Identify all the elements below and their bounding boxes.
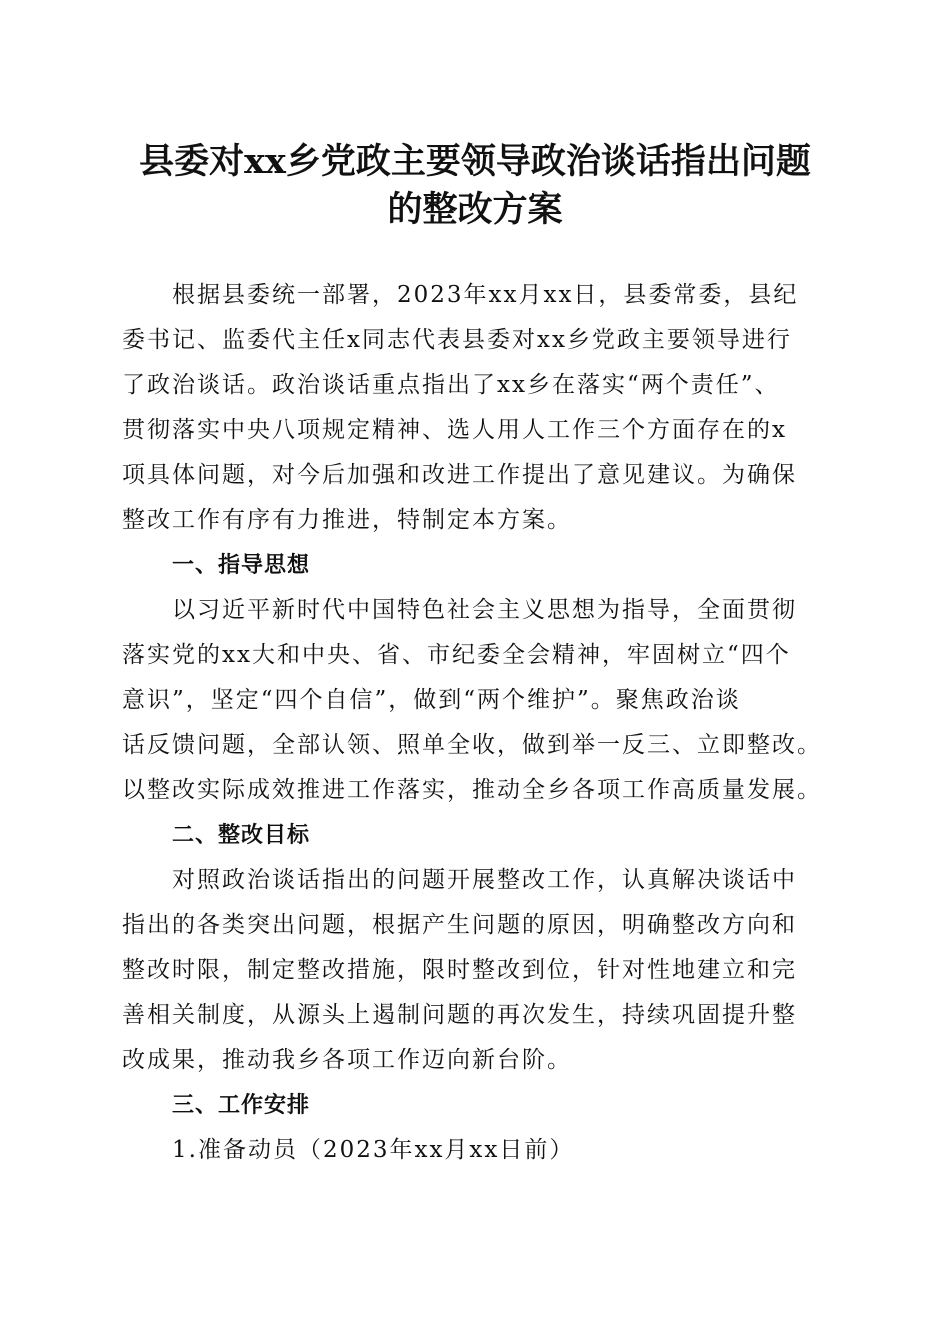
- paragraph-line: 以整改实际成效推进工作落实，推动全乡各项工作高质量发展。: [122, 777, 822, 803]
- paragraph-line: 话反馈问题，全部认领、照单全收，做到举一反三、立即整改。: [122, 732, 822, 758]
- paragraph-line: 根据县委统一部署，2023年xx月xx日，县委常委，县纪: [172, 282, 799, 308]
- paragraph-line: 贯彻落实中央八项规定精神、选人用人工作三个方面存在的x: [122, 417, 787, 443]
- paragraph-line: 指出的各类突出问题，根据产生问题的原因，明确整改方向和: [122, 912, 797, 938]
- paragraph-line: 善相关制度，从源头上遏制问题的再次发生，持续巩固提升整: [122, 1002, 797, 1028]
- paragraph-line: 整改工作有序有力推进，特制定本方案。: [122, 507, 572, 533]
- paragraph-line: 对照政治谈话指出的问题开展整改工作，认真解决谈话中: [172, 867, 797, 893]
- document-title-line-1: 县委对xx乡党政主要领导政治谈话指出问题: [139, 141, 811, 182]
- document-body: [122, 273, 832, 1173]
- section-heading: 一、指导思想: [172, 553, 311, 578]
- paragraph-line: 项具体问题，对今后加强和改进工作提出了意见建议。为确保: [122, 462, 797, 488]
- paragraph-line: 整改时限，制定整改措施，限时整改到位，针对性地建立和完: [122, 957, 797, 983]
- paragraph-line: 改成果，推动我乡各项工作迈向新台阶。: [122, 1047, 572, 1073]
- paragraph-line: 委书记、监委代主任x同志代表县委对xx乡党政主要领导进行: [122, 327, 792, 353]
- paragraph-line: 以习近平新时代中国特色社会主义思想为指导，全面贯彻: [172, 597, 797, 623]
- document-title-line-2: 的整改方案: [387, 189, 563, 230]
- paragraph-line: 意识”，坚定“四个自信”，做到“两个维护”。聚焦政治谈: [122, 687, 741, 713]
- section-heading: 二、整改目标: [172, 823, 311, 848]
- paragraph-line: 了政治谈话。政治谈话重点指出了xx乡在落实“两个责任”、: [122, 372, 780, 398]
- paragraph-line: 1.准备动员（2023年xx月xx日前）: [172, 1137, 575, 1163]
- paragraph-line: 落实党的xx大和中央、省、市纪委全会精神，牢固树立“四个: [122, 642, 791, 668]
- section-heading: 三、工作安排: [172, 1093, 311, 1118]
